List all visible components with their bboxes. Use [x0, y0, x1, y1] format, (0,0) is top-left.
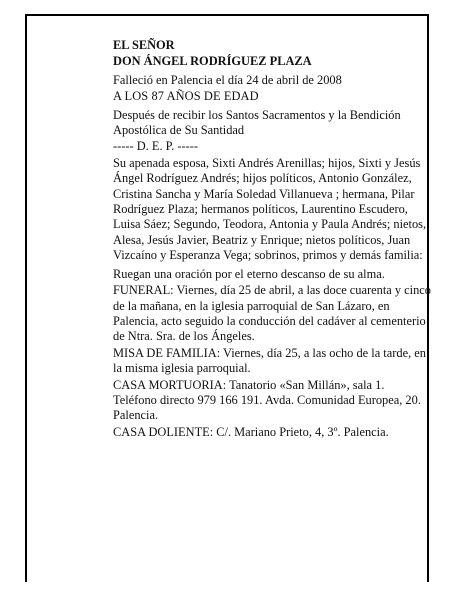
age-line: A LOS 87 AÑOS DE EDAD — [113, 89, 259, 104]
death-line: Falleció en Palencia el día 24 de abril de 2008 — [113, 72, 342, 87]
prayer-request: Ruegan una oración por el eterno descanso de su alma. — [113, 266, 385, 281]
family-mass-details: MISA DE FAMILIA: Viernes, día 25, a las ocho de la tarde, en la misma iglesia parroquial. — [113, 345, 426, 376]
funeral-details: FUNERAL: Viernes, día 25 de abril, a las doce cuarenta y cinco de la mañana, en la iglesia parroquial de San Lázaro, en Palencia, acto seguido la conducción del cadáver al cementerio de Ntra. Sra. de los Ángeles. — [113, 283, 431, 344]
family-list: Su apenada esposa, Sixti Andrés Arenillas; hijos, Sixti y Jesús Ángel Rodríguez Andrés; hijos políticos, Antonio González, Cristina Sancha y María Soledad Villanueva ; hermana, Pilar Rodríguez Plaza; hermanos políticos, Laurentino Escudero, Luisa Sáez; Segundo, Teodora, Antonia y Paula Andrés; nietos, Alesa, Jesús Javier, Beatriz y Enrique; nietos políticos, Juan Vizcaíno y Esperanza Vega; sobrinos, primos y demás familia: — [113, 155, 427, 263]
mortuary-details: CASA MORTUORIA: Tanatorio «San Millán», sala 1. Teléfono directo 979 166 191. Avda. Comunidad Europea, 20. Palencia. — [113, 377, 421, 423]
rip-line: ----- D. E. P. ----- — [113, 139, 198, 154]
mourning-house-details: CASA DOLIENTE: C/. Mariano Prieto, 4, 3º. Palencia. — [113, 424, 389, 439]
obituary-notice — [113, 38, 431, 440]
sacraments-text: Después de recibir los Santos Sacramentos y la Bendición Apostólica de Su Santidad — [113, 107, 401, 138]
deceased-name: DON ÁNGEL RODRÍGUEZ PLAZA — [113, 54, 312, 69]
honorific: EL SEÑOR — [113, 38, 175, 52]
